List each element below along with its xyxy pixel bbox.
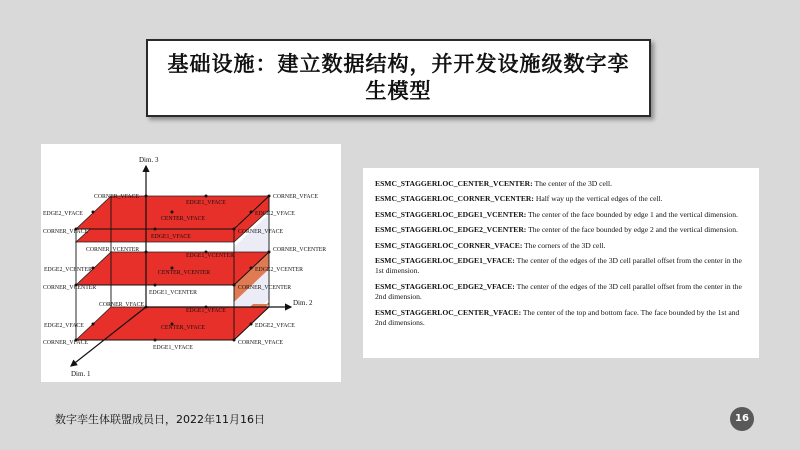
- definition-desc: The center of the edges of the 3D cell parallel offset from the center in the 2nd dimension.: [375, 281, 742, 302]
- lbl-bot-right-edge2: EDGE2_VFACE: [255, 323, 295, 329]
- lbl-mid-front-right-corner: CORNER_VCENTER: [238, 285, 292, 291]
- lbl-mid-back-edge1: EDGE1_VCENTER: [186, 253, 234, 259]
- lbl-top-right-edge2: EDGE2_VFACE: [255, 211, 295, 217]
- definition-name: ESMC_STAGGERLOC_EDGE1_VFACE:: [375, 256, 515, 266]
- lbl-mid-left-edge2: EDGE2_VCENTER: [44, 267, 92, 273]
- definition-desc: The center of the edges of the 3D cell parallel offset from the center in the 1st dimension.: [375, 256, 742, 276]
- axis-dim2-label: Dim. 2: [293, 299, 313, 307]
- lbl-bot-front-right-corner: CORNER_VFACE: [238, 340, 283, 346]
- footer-text: 数字孪生体联盟成员日，2022年11月16日: [55, 413, 265, 426]
- lbl-bot-front-edge1: EDGE1_VFACE: [153, 345, 193, 351]
- definition-desc: The center of the face bounded by edge 2 and the vertical dimension.: [528, 225, 738, 235]
- lbl-top-back-left-corner: CORNER_VFACE: [94, 194, 139, 200]
- definition-desc: The center of the face bounded by edge 1 and the vertical dimension.: [528, 209, 738, 219]
- lbl-mid-front-left-corner: CORNER_VCENTER: [43, 285, 97, 291]
- stagger-diagram: [41, 144, 341, 382]
- axis-dim1-label: Dim. 1: [71, 370, 91, 378]
- lbl-top-back-right-corner: CORNER_VFACE: [273, 194, 318, 200]
- lbl-bot-left-edge2: EDGE2_VFACE: [44, 323, 84, 329]
- lbl-bot-back-left-corner: CORNER_VFACE: [99, 302, 144, 308]
- stagger-definitions-panel: [363, 168, 759, 358]
- definition-name: ESMC_STAGGERLOC_CORNER_VCENTER:: [375, 194, 534, 204]
- definition-item: [375, 241, 751, 251]
- lbl-mid-back-right-corner: CORNER_VCENTER: [273, 247, 327, 253]
- definition-desc: The corners of the 3D cell.: [524, 240, 606, 250]
- lbl-top-center: CENTER_VFACE: [161, 216, 206, 222]
- definition-name: ESMC_STAGGERLOC_EDGE1_VCENTER:: [375, 209, 527, 219]
- lbl-top-front-edge1: EDGE1_VFACE: [151, 234, 191, 240]
- definition-item: [375, 282, 751, 303]
- lbl-mid-center: CENTER_VCENTER: [158, 270, 211, 276]
- lbl-mid-back-left-corner: CORNER_VCENTER: [86, 247, 140, 253]
- definition-name: ESMC_STAGGERLOC_EDGE2_VFACE:: [375, 281, 515, 291]
- definition-name: ESMC_STAGGERLOC_CORNER_VFACE:: [375, 240, 523, 250]
- lbl-bot-back-edge1: EDGE1_VFACE: [186, 308, 226, 314]
- lbl-bot-front-left-corner: CORNER_VFACE: [43, 340, 88, 346]
- definition-item: [375, 194, 751, 204]
- definition-item: [375, 308, 751, 329]
- lbl-mid-right-edge2: EDGE2_VCENTER: [255, 267, 303, 273]
- definition-desc: The center of the top and bottom face. The face bounded by the 1st and 2nd dimensions.: [375, 307, 740, 328]
- definition-desc: The center of the 3D cell.: [534, 179, 613, 188]
- lbl-top-left-edge2: EDGE2_VFACE: [43, 211, 83, 217]
- lbl-mid-front-edge1: EDGE1_VCENTER: [149, 290, 197, 296]
- lbl-top-back-edge1: EDGE1_VFACE: [186, 200, 226, 206]
- lbl-bot-center: CENTER_VFACE: [161, 325, 206, 331]
- lbl-top-front-right-corner: CORNER_VFACE: [238, 229, 283, 235]
- definition-desc: Half way up the vertical edges of the cell.: [535, 194, 663, 204]
- definition-name: ESMC_STAGGERLOC_EDGE2_VCENTER:: [375, 225, 527, 235]
- title-box: [146, 39, 651, 117]
- lbl-top-front-left-corner: CORNER_VFACE: [43, 229, 88, 235]
- definition-item: [375, 179, 751, 189]
- slide-title: 基础设施：建立数据结构，并开发设施级数字孪生模型: [167, 52, 630, 103]
- definition-item: [375, 225, 751, 235]
- definition-item: [375, 256, 751, 277]
- definition-name: ESMC_STAGGERLOC_CENTER_VFACE:: [375, 307, 522, 317]
- definition-item: [375, 210, 751, 220]
- page-number-badge: 16: [730, 407, 754, 431]
- definition-name: ESMC_STAGGERLOC_CENTER_VCENTER:: [375, 179, 533, 188]
- stagger-diagram-svg: [41, 144, 341, 382]
- axis-dim3-label: Dim. 3: [139, 156, 159, 164]
